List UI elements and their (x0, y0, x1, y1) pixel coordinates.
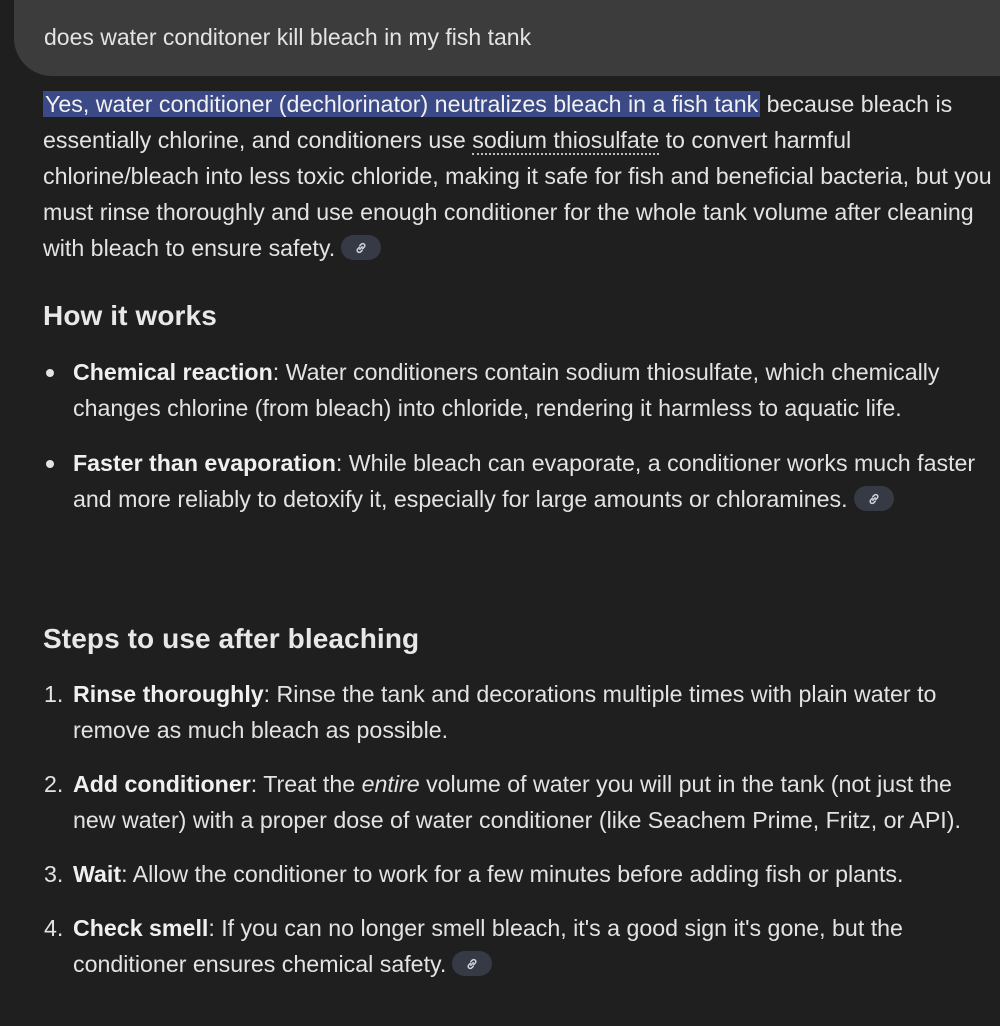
list-item-term: Chemical reaction (73, 359, 273, 385)
list-item (43, 445, 993, 517)
how-it-works-list (43, 354, 993, 517)
list-item-term: Faster than evaporation (73, 450, 336, 476)
list-item-term: Wait (73, 861, 122, 887)
list-item-text: : Allow the conditioner to work for a few minutes before adding fish or plants. (121, 861, 904, 887)
steps-list (43, 676, 993, 982)
step-number: 1. (44, 681, 64, 707)
source-link-button[interactable] (854, 486, 894, 511)
list-item-text: : Rinse the tank and decorations multiple times with plain water to remove as much bleach as possible. (73, 681, 937, 743)
link-icon (465, 957, 479, 971)
query-text: does water conditoner kill bleach in my fish tank (44, 24, 532, 50)
steps-heading: Steps to use after bleaching (43, 623, 420, 654)
list-item-text: : Treat the (250, 771, 362, 797)
bullet-dot (46, 460, 54, 468)
list-item (43, 766, 993, 838)
emphasis-text: entire (361, 771, 420, 797)
query-bubble (14, 0, 1000, 76)
answer-text-1: because bleach is essentially chlorine, and conditioners use (43, 91, 953, 153)
list-item (43, 676, 993, 748)
list-item (43, 856, 993, 892)
answer-intro (43, 86, 993, 266)
answer-text-2: to convert harmful chlorine/bleach into less toxic chloride, making it safe for fish and beneficial bacteria, but you must rinse thoroughly and use enough conditioner for the whole tank volume after cleaning with bleach to ensure safety. (43, 127, 992, 261)
list-item-text: : While bleach can evaporate, a conditioner works much faster and more reliably to detoxify it, especially for large amounts or chloramines. (73, 450, 976, 512)
source-link-button[interactable] (452, 951, 492, 976)
how-it-works-heading: How it works (43, 300, 217, 331)
list-item-term: Check smell (73, 915, 209, 941)
link-icon (867, 492, 881, 506)
step-number: 4. (44, 915, 64, 941)
highlighted-answer: Yes, water conditioner (dechlorinator) neutralizes bleach in a fish tank (45, 91, 759, 117)
step-number: 3. (44, 861, 64, 887)
link-icon (354, 241, 368, 255)
bullet-dot (46, 369, 54, 377)
list-item-text: : Water conditioners contain sodium thiosulfate, which chemically changes chlorine (from bleach) into chloride, rendering it harmless to aquatic life. (73, 359, 940, 421)
list-item-text: : If you can no longer smell bleach, it's a good sign it's gone, but the conditioner ensures chemical safety. (73, 915, 903, 977)
list-item-term: Rinse thoroughly (73, 681, 264, 707)
list-item-text: volume of water you will put in the tank (not just the new water) with a proper dose of water conditioner (like Seachem Prime, Fritz, or API). (73, 771, 961, 833)
list-item-term: Add conditioner (73, 771, 251, 797)
list-item (43, 354, 993, 426)
list-item (43, 910, 993, 982)
step-number: 2. (44, 771, 64, 797)
source-link-button[interactable] (341, 235, 381, 260)
sodium-thiosulfate-term[interactable]: sodium thiosulfate (472, 127, 660, 153)
